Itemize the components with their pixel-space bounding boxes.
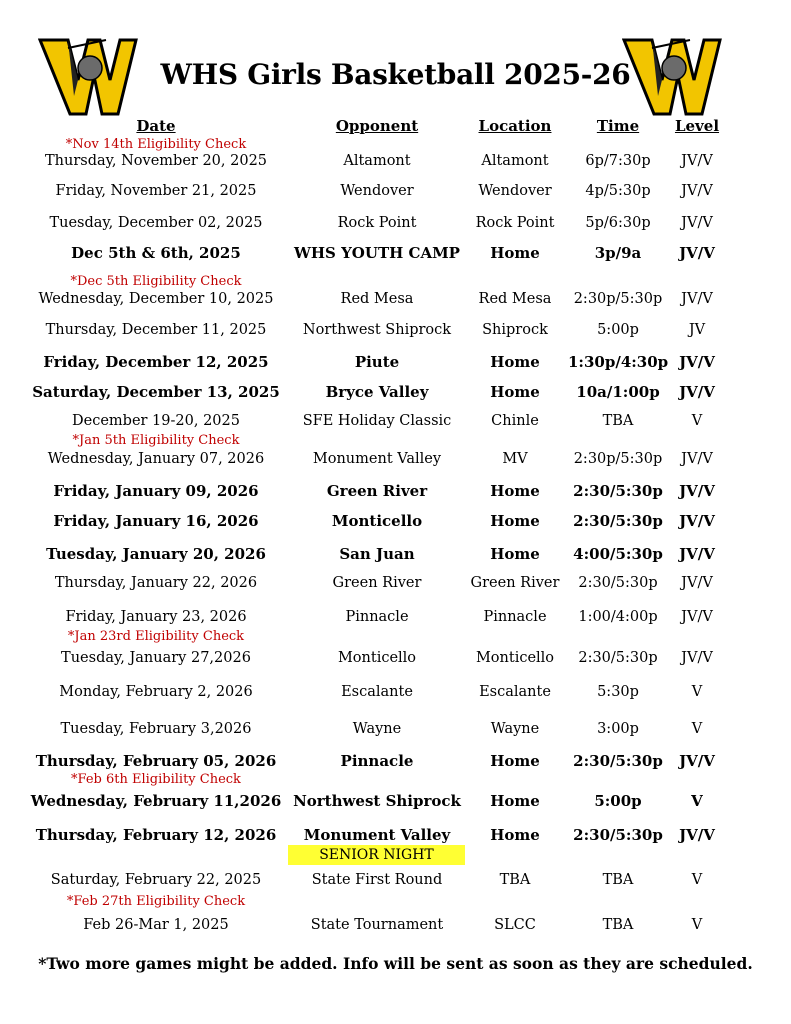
- game-date: Friday, November 21, 2025: [55, 183, 257, 199]
- table-row: [0, 244, 791, 266]
- game-location: Home: [490, 383, 540, 401]
- eligibility-note: *Feb 6th Eligibility Check: [71, 772, 241, 787]
- game-date: Thursday, December 11, 2025: [45, 322, 267, 338]
- table-row: [0, 353, 791, 375]
- game-opponent: State First Round: [311, 872, 443, 888]
- game-date: Saturday, December 13, 2025: [32, 383, 280, 401]
- game-level: JV: [688, 322, 706, 338]
- game-location: Monticello: [475, 650, 555, 666]
- game-time: 5p/6:30p: [585, 215, 651, 231]
- senior-night-badge: SENIOR NIGHT: [288, 845, 465, 865]
- game-time: 2:30/5:30p: [573, 482, 663, 500]
- game-opponent: Escalante: [341, 684, 413, 700]
- game-level: JV/V: [679, 244, 715, 262]
- game-level: JV/V: [681, 291, 713, 307]
- game-location: Home: [490, 512, 540, 530]
- game-opponent: State Tournament: [310, 917, 444, 933]
- game-location: Home: [490, 244, 540, 262]
- game-level: JV/V: [681, 650, 713, 666]
- game-level: V: [691, 413, 703, 429]
- header-date: Date: [136, 117, 176, 135]
- game-level: JV/V: [681, 215, 713, 231]
- game-level: JV/V: [679, 752, 715, 770]
- table-row: [0, 609, 791, 631]
- game-level: JV/V: [681, 609, 713, 625]
- game-location: Escalante: [479, 684, 551, 700]
- game-opponent: Northwest Shiprock: [302, 322, 452, 338]
- game-opponent: Pinnacle: [345, 609, 409, 625]
- game-location: Home: [490, 792, 540, 810]
- game-time: 1:00/4:00p: [578, 609, 658, 625]
- game-level: JV/V: [679, 826, 715, 844]
- game-date: Feb 26-Mar 1, 2025: [83, 917, 229, 933]
- game-opponent: Altamont: [343, 153, 411, 169]
- table-row: [0, 575, 791, 597]
- game-date: Thursday, February 12, 2026: [35, 826, 277, 844]
- game-opponent: SFE Holiday Classic: [302, 413, 452, 429]
- game-location: Chinle: [491, 413, 539, 429]
- table-row: [0, 322, 791, 344]
- game-time: 5:00p: [597, 322, 639, 338]
- game-location: TBA: [499, 872, 531, 888]
- game-location: Home: [490, 482, 540, 500]
- game-date: Tuesday, January 20, 2026: [46, 545, 266, 563]
- game-level: V: [691, 917, 703, 933]
- game-opponent: Piute: [354, 353, 400, 371]
- game-level: JV/V: [681, 575, 713, 591]
- game-location: SLCC: [494, 917, 536, 933]
- game-date: Wednesday, January 07, 2026: [47, 451, 265, 467]
- game-level: V: [691, 721, 703, 737]
- game-date: Friday, December 12, 2025: [43, 353, 269, 371]
- table-row: [0, 451, 791, 473]
- game-opponent: Monticello: [337, 650, 417, 666]
- game-time: 10a/1:00p: [576, 383, 660, 401]
- game-date: Thursday, February 05, 2026: [35, 752, 277, 770]
- game-level: JV/V: [681, 183, 713, 199]
- game-level: JV/V: [679, 512, 715, 530]
- table-row: [0, 153, 791, 175]
- game-opponent: Monument Valley: [312, 451, 442, 467]
- game-location: Wayne: [490, 721, 540, 737]
- eligibility-note: *Feb 27th Eligibility Check: [66, 894, 246, 909]
- game-date: Wednesday, December 10, 2025: [38, 291, 274, 307]
- game-level: JV/V: [679, 482, 715, 500]
- game-opponent: Wendover: [340, 183, 414, 199]
- game-time: 3p/9a: [594, 244, 642, 262]
- game-level: JV/V: [679, 353, 715, 371]
- game-level: V: [691, 872, 703, 888]
- table-row: [0, 545, 791, 567]
- game-time: 4p/5:30p: [585, 183, 651, 199]
- game-location: Home: [490, 353, 540, 371]
- game-opponent: Monticello: [331, 512, 423, 530]
- table-row: [0, 872, 791, 894]
- header-time: Time: [596, 117, 640, 135]
- game-location: Rock Point: [475, 215, 555, 231]
- table-row: [0, 383, 791, 405]
- table-row: [0, 291, 791, 313]
- game-location: Green River: [470, 575, 560, 591]
- table-row: [0, 650, 791, 672]
- table-row: [0, 413, 791, 435]
- game-opponent: Green River: [326, 482, 428, 500]
- game-time: TBA: [602, 872, 634, 888]
- game-location: Home: [490, 545, 540, 563]
- game-time: 2:30/5:30p: [573, 752, 663, 770]
- game-time: 3:00p: [597, 721, 639, 737]
- eligibility-note: *Nov 14th Eligibility Check: [65, 137, 247, 152]
- table-row: [0, 684, 791, 706]
- header-opponent: Opponent: [335, 117, 419, 135]
- game-location: Wendover: [478, 183, 552, 199]
- game-opponent: Monument Valley: [303, 826, 451, 844]
- game-time: 2:30/5:30p: [573, 826, 663, 844]
- game-level: JV/V: [679, 383, 715, 401]
- game-time: 2:30/5:30p: [573, 512, 663, 530]
- game-date: Friday, January 09, 2026: [53, 482, 259, 500]
- game-time: 4:00/5:30p: [573, 545, 663, 563]
- game-opponent: Northwest Shiprock: [293, 792, 461, 810]
- game-time: 5:30p: [597, 684, 639, 700]
- game-time: 5:00p: [594, 792, 642, 810]
- game-location: Red Mesa: [478, 291, 552, 307]
- table-row: [0, 917, 791, 939]
- game-level: V: [691, 684, 703, 700]
- game-date: Thursday, January 22, 2026: [54, 575, 258, 591]
- game-time: TBA: [602, 917, 634, 933]
- game-opponent: Bryce Valley: [325, 383, 429, 401]
- game-location: MV: [502, 451, 528, 467]
- game-time: 2:30/5:30p: [578, 575, 658, 591]
- table-row: [0, 215, 791, 237]
- game-date: Friday, January 23, 2026: [65, 609, 247, 625]
- game-date: Dec 5th & 6th, 2025: [71, 244, 241, 262]
- table-row: [0, 512, 791, 534]
- game-opponent: San Juan: [339, 545, 415, 563]
- game-location: Home: [490, 826, 540, 844]
- game-date: Saturday, February 22, 2025: [50, 872, 262, 888]
- game-date: Tuesday, February 3,2026: [60, 721, 252, 737]
- game-date: Wednesday, February 11,2026: [30, 792, 282, 810]
- game-opponent: Red Mesa: [340, 291, 414, 307]
- table-row: [0, 721, 791, 743]
- page-title: WHS Girls Basketball 2025-26: [160, 58, 631, 91]
- game-level: JV/V: [679, 545, 715, 563]
- table-row: [0, 482, 791, 504]
- game-opponent: Pinnacle: [340, 752, 414, 770]
- game-date: Friday, January 16, 2026: [53, 512, 259, 530]
- game-opponent: Rock Point: [337, 215, 417, 231]
- game-location: Home: [490, 752, 540, 770]
- game-date: Tuesday, January 27,2026: [61, 650, 251, 666]
- game-time: 6p/7:30p: [585, 153, 651, 169]
- header-location: Location: [478, 117, 552, 135]
- game-opponent: WHS YOUTH CAMP: [294, 244, 460, 262]
- table-row: [0, 792, 791, 814]
- eligibility-note: *Jan 23rd Eligibility Check: [67, 629, 245, 644]
- eligibility-note: *Dec 5th Eligibility Check: [70, 274, 242, 289]
- game-date: Thursday, November 20, 2025: [44, 153, 268, 169]
- game-date: Tuesday, December 02, 2025: [49, 215, 263, 231]
- game-time: 1:30p/4:30p: [568, 353, 669, 371]
- game-time: 2:30/5:30p: [578, 650, 658, 666]
- table-row: [0, 752, 791, 774]
- game-opponent: Green River: [332, 575, 422, 591]
- game-level: V: [691, 792, 703, 810]
- eligibility-note: *Jan 5th Eligibility Check: [72, 433, 240, 448]
- game-level: JV/V: [681, 153, 713, 169]
- game-location: Shiprock: [482, 322, 548, 338]
- game-opponent: Wayne: [352, 721, 402, 737]
- table-row: [0, 183, 791, 205]
- game-time: TBA: [602, 413, 634, 429]
- game-date: Monday, February 2, 2026: [59, 684, 253, 700]
- footnote: *Two more games might be added. Info will be sent as soon as they are scheduled.: [38, 954, 753, 973]
- game-date: December 19-20, 2025: [72, 413, 240, 429]
- game-location: Pinnacle: [483, 609, 547, 625]
- game-time: 2:30p/5:30p: [573, 291, 663, 307]
- game-time: 2:30p/5:30p: [573, 451, 663, 467]
- game-level: JV/V: [681, 451, 713, 467]
- game-location: Altamont: [481, 153, 549, 169]
- header-level: Level: [674, 117, 720, 135]
